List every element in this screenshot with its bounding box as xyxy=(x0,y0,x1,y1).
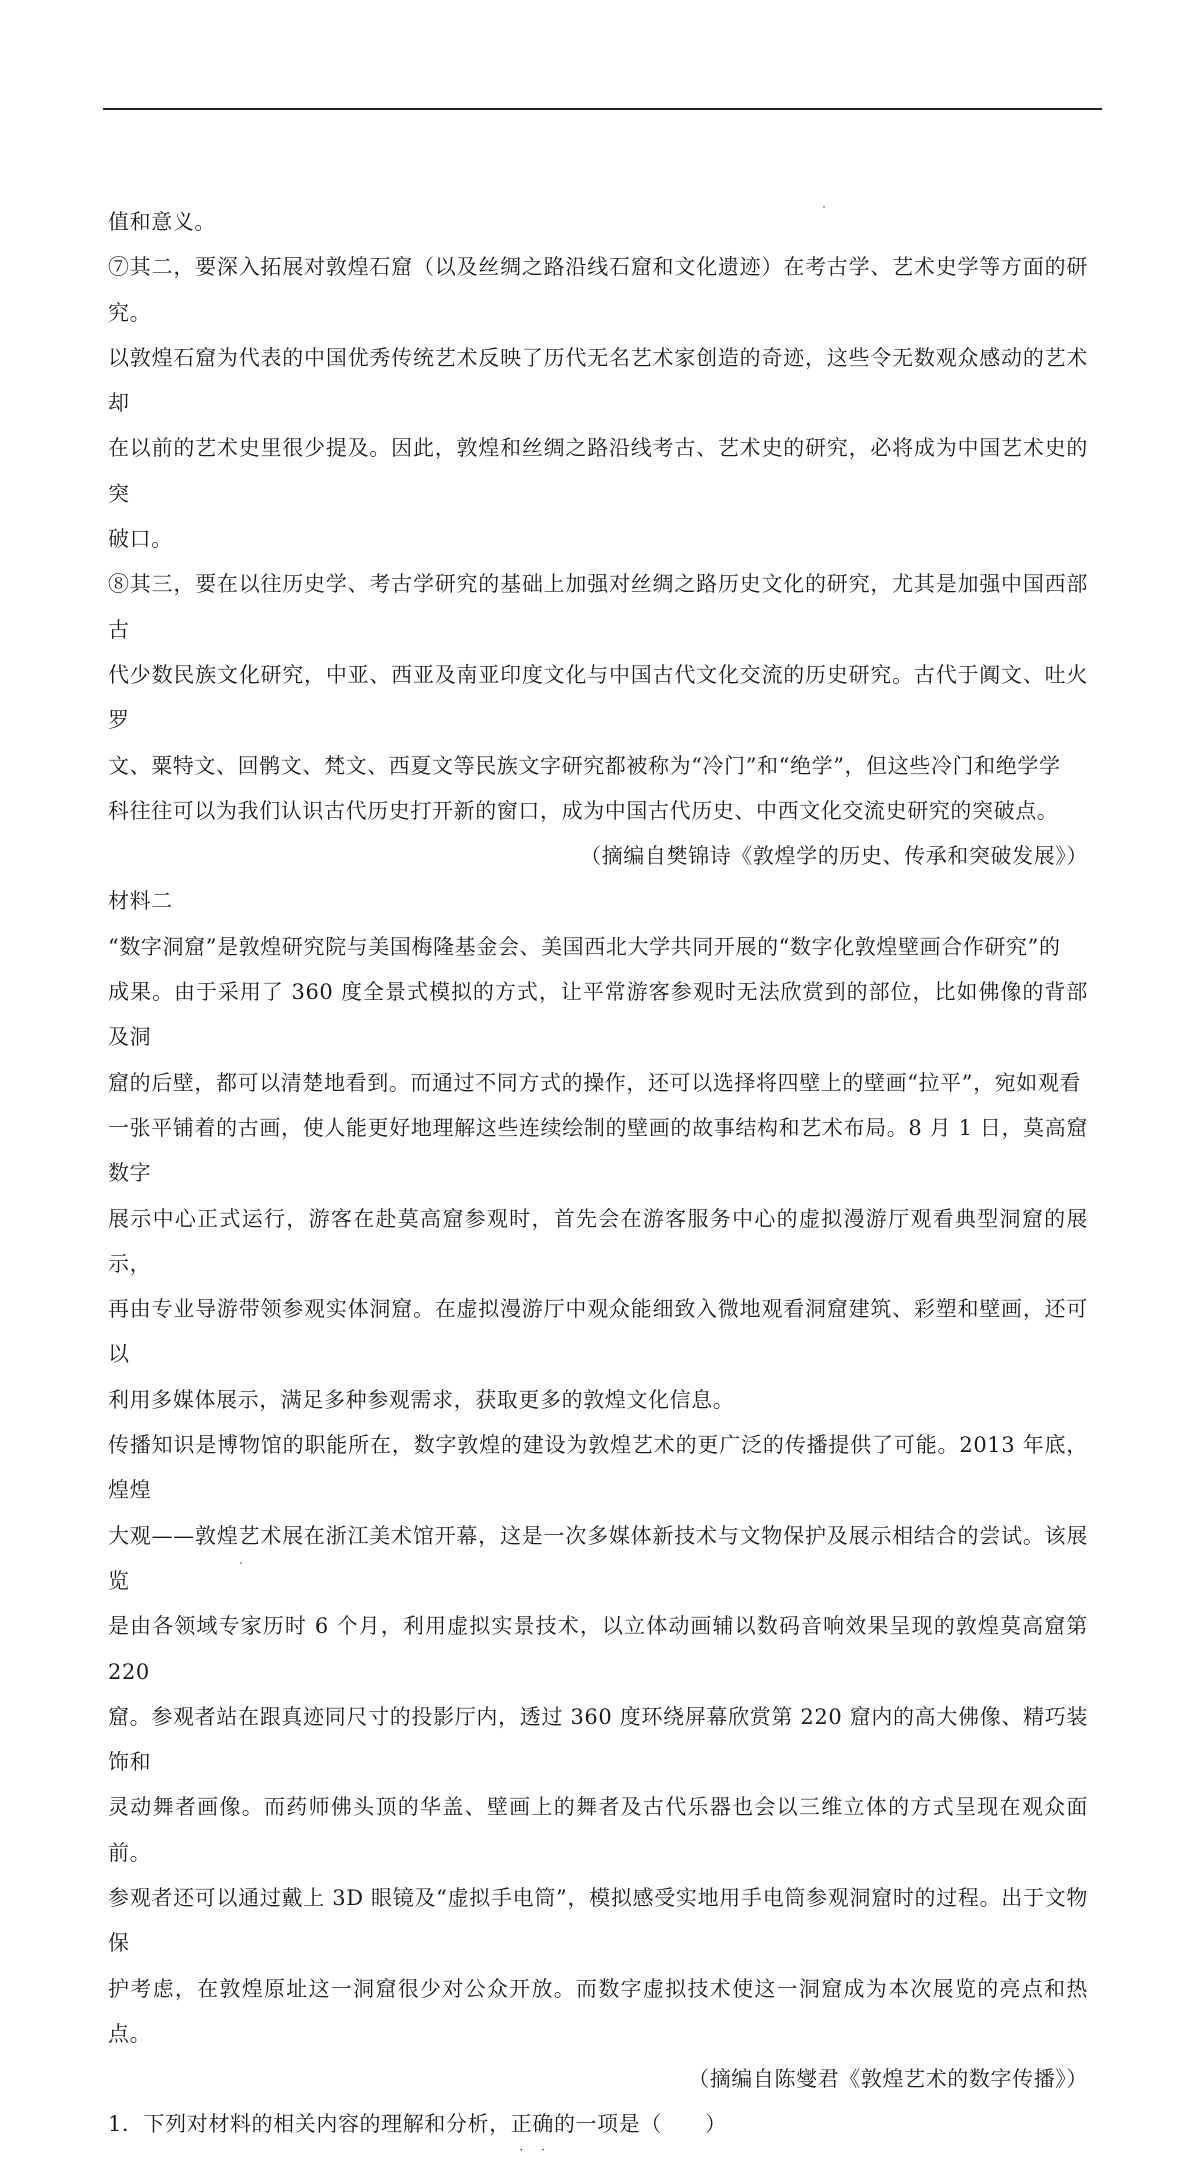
text-line: 破口。 xyxy=(108,527,173,552)
emphasis-dot: · xyxy=(519,2142,524,2157)
text-line: 文、粟特文、回鹘文、梵文、西夏文等民族文字研究都被称为“冷门”和“绝学”，但这些冷门和绝学学 xyxy=(108,753,1061,778)
text-line: ⑧其三，要在以往历史学、考古学研究的基础上加强对丝绸之路历史文化的研究，尤其是加强中国西部古 xyxy=(108,572,1088,642)
text-line: 传播知识是博物馆的职能所在，数字敦煌的建设为敦煌艺术的更广泛的传播提供了可能。2013 年底，煌煌 xyxy=(108,1433,1088,1503)
text-line: 窟。参观者站在跟真迹同尺寸的投影厅内，透过 360 度环绕屏幕欣赏第 220 窟内的高大佛像、精巧装饰和 xyxy=(108,1704,1088,1775)
emphasized-char-text: 确 xyxy=(532,2112,554,2137)
source-citation: （摘编自陈燮君《敦煌艺术的数字传播》） xyxy=(688,2067,1088,2092)
text-line: 再由专业导游带领参观实体洞窟。在虚拟漫游厅中观众能细致入微地观看洞窟建筑、彩塑和壁画，还可以 xyxy=(108,1297,1088,1367)
text-line: “数字洞窟”是敦煌研究院与美国梅隆基金会、美国西北大学共同开展的“数字化敦煌壁画合作研究”的 xyxy=(108,934,1061,959)
paragraph xyxy=(108,562,1088,834)
text-line: 大观——敦煌艺术展在浙江美术馆开幕，这是一次多媒体新技术与文物保护及展示相结合的尝试。该展览 xyxy=(108,1523,1088,1593)
text-line: 利用多媒体展示，满足多种参观需求，获取更多的敦煌文化信息。 xyxy=(108,1387,735,1412)
emphasized-char-text: 正 xyxy=(510,2112,533,2137)
document-body xyxy=(108,200,1088,2157)
paragraph xyxy=(108,245,1088,562)
material-two-paragraphs xyxy=(108,925,1088,2057)
text-line: 是由各领域专家历时 6 个月，利用虚拟实景技术，以立体动画辅以数码音响效果呈现的敦煌莫高窟第 220 xyxy=(108,1614,1088,1684)
text-line: 成果。由于采用了 360 度全景式模拟的方式，让平常游客参观时无法欣赏到的部位，比如佛像的背部及洞 xyxy=(108,980,1088,1050)
question-text-suffix: 的一项是（ ） xyxy=(553,2112,727,2137)
text-line: 一张平铺着的古画，使人能更好地理解这些连续绘制的壁画的故事结构和艺术布局。8 月 1 日，莫高窟数字 xyxy=(108,1115,1088,1186)
text-line: 灵动舞者画像。而药师佛头顶的华盖、壁画上的舞者及古代乐器也会以三维立体的方式呈现在观众面前。 xyxy=(108,1795,1088,1865)
paragraph xyxy=(108,200,1088,245)
question-prompt xyxy=(108,2102,1088,2157)
text-line: 值和意义。 xyxy=(108,210,216,234)
section-heading: 材料二 xyxy=(108,889,173,914)
paragraph xyxy=(108,925,1088,1423)
text-line: 展示中心正式运行，游客在赴莫高窟参观时，首先会在游客服务中心的虚拟漫游厅观看典型洞窟的展示， xyxy=(108,1206,1088,1276)
header-rule xyxy=(103,108,1102,110)
text-line: 代少数民族文化研究，中亚、西亚及南亚印度文化与中国古代文化交流的历史研究。古代于阗文、吐火罗 xyxy=(108,662,1088,733)
text-line: 参观者还可以通过戴上 3D 眼镜及“虚拟手电筒”，模拟感受实地用手电筒参观洞窟时的过程。出于文物保 xyxy=(108,1885,1088,1956)
emphasized-char xyxy=(532,2102,554,2157)
text-line: 护考虑，在敦煌原址这一洞窟很少对公众开放。而数字虚拟技术使这一洞窟成为本次展览的亮点和热点。 xyxy=(108,1976,1088,2046)
source-citation: （摘编自樊锦诗《敦煌学的历史、传承和突破发展》） xyxy=(580,844,1088,869)
text-line: 科往往可以为我们认识古代历史打开新的窗口，成为中国古代历史、中西文化交流史研究的突破点。 xyxy=(108,798,1059,823)
emphasis-dot: · xyxy=(540,2142,546,2157)
emphasized-char xyxy=(510,2102,533,2157)
paragraph xyxy=(108,1423,1088,2057)
question-text-prefix: 1．下列对材料的相关内容的理解和分析， xyxy=(108,2112,511,2137)
material-one-paragraphs xyxy=(108,200,1088,834)
text-line: 在以前的艺术史里很少提及。因此，敦煌和丝绸之路沿线考古、艺术史的研究，必将成为中国艺术史的突 xyxy=(108,436,1088,506)
text-line: 以敦煌石窟为代表的中国优秀传统艺术反映了历代无名艺术家创造的奇迹，这些令无数观众感动的艺术却 xyxy=(108,345,1088,416)
text-line: ⑦其二，要深入拓展对敦煌石窟（以及丝绸之路沿线石窟和文化遗迹）在考古学、艺术史学等方面的研究。 xyxy=(108,255,1088,325)
text-line: 窟的后壁，都可以清楚地看到。而通过不同方式的操作，还可以选择将四壁上的壁画“拉平”，宛如观看 xyxy=(108,1070,1082,1095)
